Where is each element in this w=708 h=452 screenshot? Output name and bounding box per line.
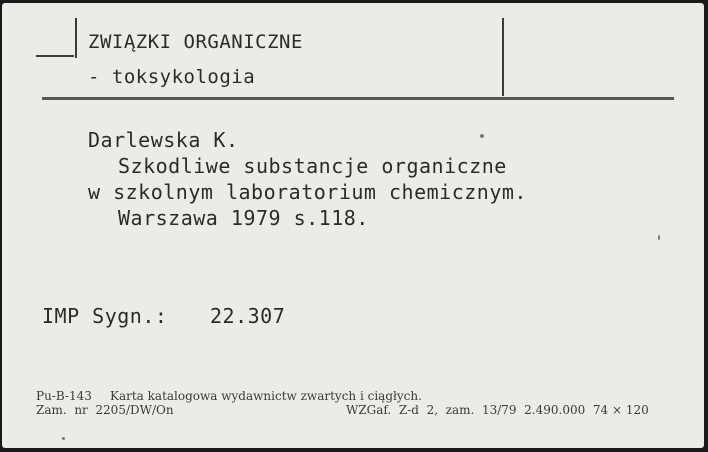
signature-label: IMP Sygn.: [42,304,168,328]
signature-number: 22.307 [210,304,286,328]
imprint-line: Warszawa 1979 s.118. [118,206,369,230]
footer-form-code: Pu-B-143 [36,389,92,403]
subject-heading-line2: - toksykologia [88,66,256,88]
paper-speck [658,235,660,240]
header-bottom-rule [42,97,674,100]
header-left-rule [36,55,74,57]
footer-form-title: Karta katalogowa wydawnictw zwartych i ciągłych. [110,389,422,403]
header-left-vertical-rule [75,18,77,58]
title-line1: Szkodliwe substancje organiczne [118,154,507,178]
header-right-vertical-rule [502,18,504,96]
paper-speck [480,134,484,138]
subject-heading-line1: ZWIĄZKI ORGANICZNE [88,31,303,53]
paper-speck [62,437,65,440]
footer-printer-info: WZGaf. Z-d 2, zam. 13/79 2.490.000 74 × 120 [346,403,649,417]
footer-order-number: Zam. nr 2205/DW/On [36,403,174,417]
catalog-card [2,3,704,448]
title-line2: w szkolnym laboratorium chemicznym. [88,180,527,204]
author-name: Darlewska K. [88,128,239,152]
